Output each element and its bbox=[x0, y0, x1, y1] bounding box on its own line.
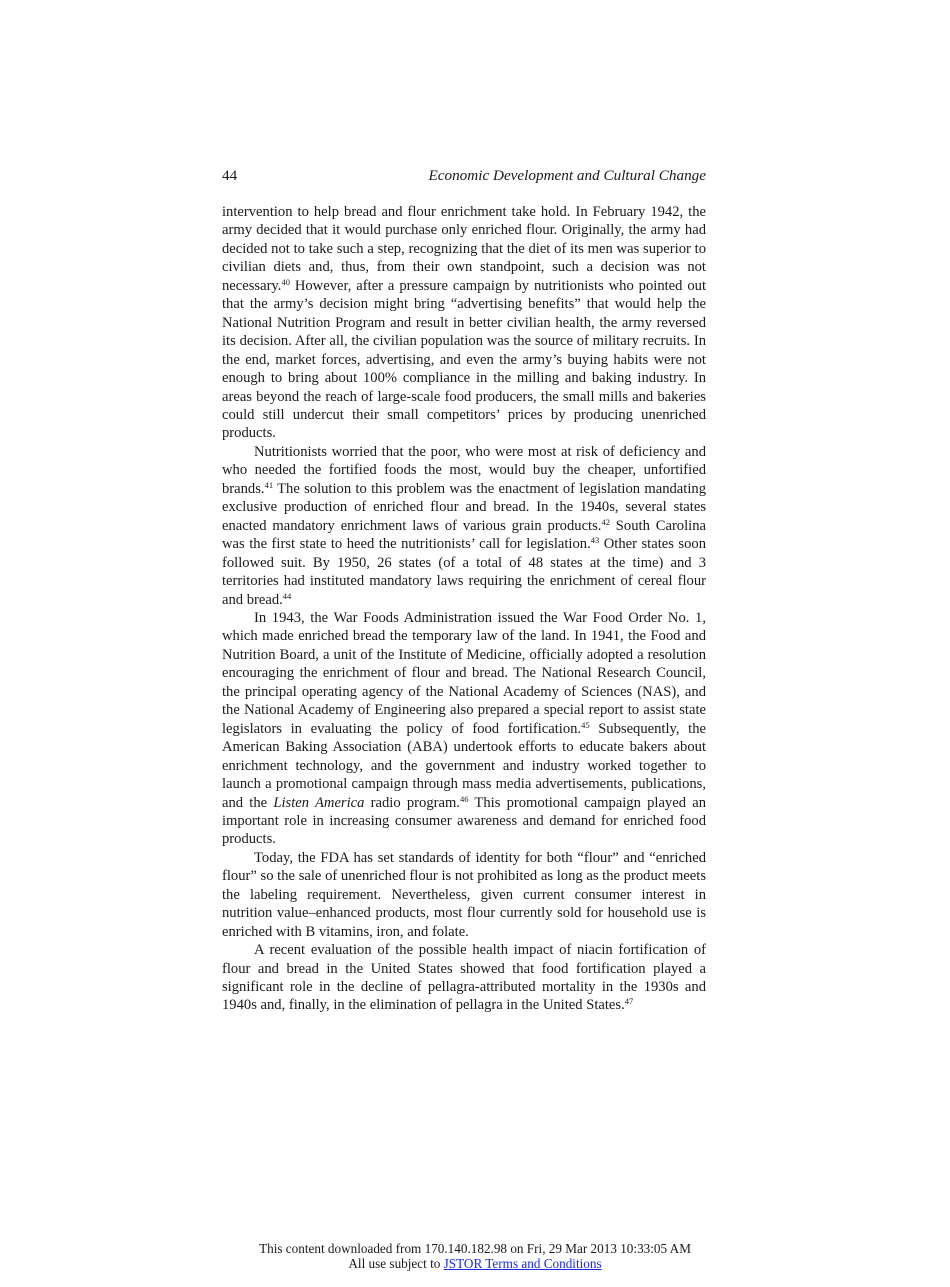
paragraph bbox=[222, 941, 706, 1015]
paragraph bbox=[222, 609, 706, 849]
paragraph bbox=[222, 203, 706, 443]
paragraph-text: Nutritionists worried that the poor, who were most at risk of deficiency and who needed the fortified foods the most, would buy the cheaper, unfortified brands. bbox=[222, 443, 706, 497]
download-footer bbox=[0, 1242, 950, 1271]
article-body bbox=[222, 203, 706, 1015]
terms-line bbox=[0, 1257, 950, 1272]
paragraph-text: A recent evaluation of the possible health impact of niacin fortification of flour and bread in the United States showed that food fortification played a significant role in the decline of pellagra-attributed mortality in the 1930s and 1940s and, finally, in the elimination of pellagra in the United States. bbox=[222, 942, 706, 1014]
paragraph-text: radio program. bbox=[364, 794, 460, 811]
footnote-reference: 46 bbox=[459, 793, 469, 804]
paragraph-text: However, after a pressure campaign by nutritionists who pointed out that the army’s decision might bring “advertising benefits” that would help the National Nutrition Program and result in better civilian health, the army reversed its decision. After all, the civilian population was the source of military recruits. In the end, market forces, advertising, and even the army’s buying habits were not enough to bring about 100% compliance in the milling and baking industry. In areas beyond the reach of large-scale food producers, the small mills and bakeries could still undercut their small competitors’ prices by producing unenriched products. bbox=[222, 277, 706, 442]
paragraph bbox=[222, 443, 706, 609]
download-notice: This content downloaded from 170.140.182.98 on Fri, 29 Mar 2013 10:33:05 AM bbox=[259, 1241, 691, 1256]
footnote-reference: 41 bbox=[264, 479, 274, 490]
footnote-reference: 45 bbox=[581, 719, 590, 730]
paragraph-text: The solution to this problem was the enactment of legislation mandating exclusive production of enriched flour and bread. In the 1940s, several states enacted mandatory enrichment laws of various grain products. bbox=[222, 480, 706, 534]
running-head bbox=[222, 167, 706, 189]
footnote-reference: 47 bbox=[624, 996, 634, 1007]
footnote-reference: 40 bbox=[281, 276, 290, 287]
paragraph-text: Today, the FDA has set standards of identity for both “flour” and “enriched flour” so the sale of unenriched flour is not prohibited as long as the product meets the labeling requirement. Nevertheless, given current consumer interest in nutrition value–enhanced products, most flour currently sold for household use is enriched with B vitamins, iron, and folate. bbox=[222, 849, 706, 940]
paragraph-text: Other states soon followed suit. By 1950, 26 states (of a total of 48 states at the time) and 3 territories had instituted mandatory laws requiring the enrichment of cereal flour and bread. bbox=[222, 536, 706, 608]
terms-prefix: All use subject to bbox=[348, 1255, 444, 1271]
footnote-reference: 43 bbox=[590, 535, 600, 546]
paragraph-text: In 1943, the War Foods Administration issued the War Food Order No. 1, which made enriched bread the temporary law of the land. In 1941, the Food and Nutrition Board, a unit of the Institute of Medicine, officially adopted a resolution encouraging the enrichment of flour and bread. The National Research Council, the principal operating agency of the National Academy of Sciences (NAS), and the National Academy of Engineering also prepared a special report to assist state legislators in evaluating the policy of food fortification. bbox=[222, 609, 706, 737]
footnote-reference: 42 bbox=[601, 516, 610, 527]
journal-title: Economic Development and Cultural Change bbox=[428, 167, 706, 184]
paragraph bbox=[222, 849, 706, 941]
paragraph-text: This promotional campaign played an important role in increasing consumer awareness and demand for enriched food products. bbox=[222, 794, 706, 848]
program-title: Listen America bbox=[273, 794, 365, 811]
page-number: 44 bbox=[222, 167, 238, 184]
paragraph-text: South Carolina was the first state to heed the nutritionists’ call for legislation. bbox=[222, 517, 706, 553]
terms-link[interactable]: JSTOR Terms and Conditions bbox=[443, 1255, 602, 1271]
paragraph-text: intervention to help bread and flour enrichment take hold. In February 1942, the army decided that it would purchase only enriched flour. Originally, the army had decided not to take such a step, recognizing that the diet of its men was superior to civilian diets and, thus, from their own standpoint, such a decision was not necessary. bbox=[222, 204, 706, 294]
footnote-reference: 44 bbox=[282, 590, 292, 601]
paragraph-text: Subsequently, the American Baking Association (ABA) undertook efforts to educate bakers about enrichment technology, and the government and industry worked together to launch a promotional campaign through mass media advertisements, publications, and the bbox=[222, 720, 706, 811]
